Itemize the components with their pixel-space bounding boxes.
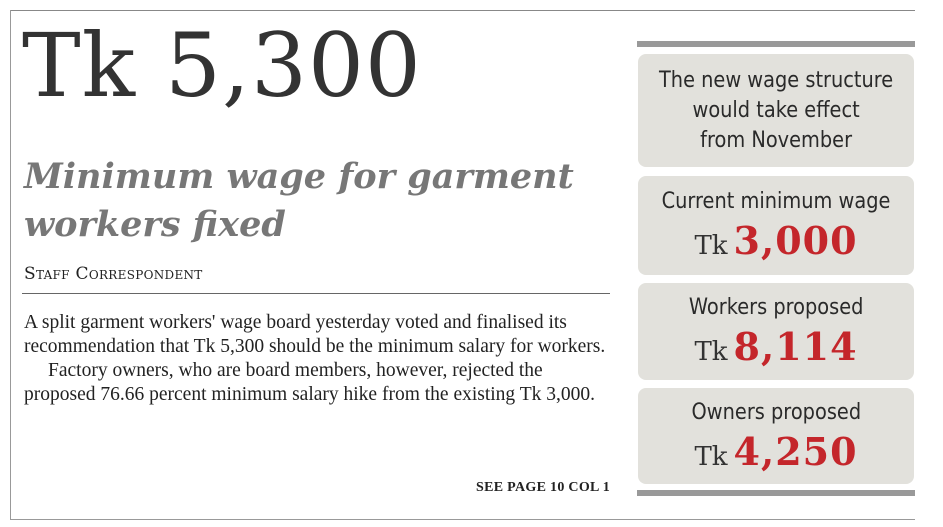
article-paragraph-1: A split garment workers' wage board yesterday voted and finalised its recommendation that Tk 5,300 should be the minimum salary for workers. [24,312,606,357]
bottom-rule [10,519,915,520]
workers-proposed-box [638,283,914,380]
article-body [24,311,612,407]
sidebar-note-box [638,54,914,167]
current-wage-box [638,176,914,275]
headline: Tk 5,300 [22,14,422,117]
byline-divider [22,293,610,294]
currency-label: Tk [694,231,728,261]
sidebar-bottom-bar [637,490,915,496]
left-rule [10,10,11,519]
article-paragraph-2: Factory owners, who are board members, however, rejected the proposed 76.66 percent minimum salary hike from the existing Tk 3,000. [24,360,595,405]
current-wage-label: Current minimum wage [661,189,891,214]
currency-label: Tk [694,441,728,472]
workers-proposed-label: Workers proposed [688,295,864,320]
owners-proposed-box [638,388,914,484]
continuation-link[interactable]: SEE PAGE 10 COL 1 [476,480,610,495]
subhead: Minimum wage for garment workers fixed [24,156,574,245]
owners-proposed-amount [694,429,857,474]
currency-label: Tk [694,337,728,367]
owners-proposed-label: Owners proposed [691,399,861,425]
current-wage-amount [694,218,857,263]
owners-proposed-value: 4,250 [733,428,858,474]
workers-proposed-value: 8,114 [733,324,858,369]
current-wage-value: 3,000 [733,218,858,263]
sidebar-note-text: The new wage structure would take effect from November [658,67,894,153]
byline: Staff Correspondent [24,264,203,284]
top-rule [10,10,915,11]
workers-proposed-amount [694,324,857,369]
sidebar-top-bar [637,41,915,47]
